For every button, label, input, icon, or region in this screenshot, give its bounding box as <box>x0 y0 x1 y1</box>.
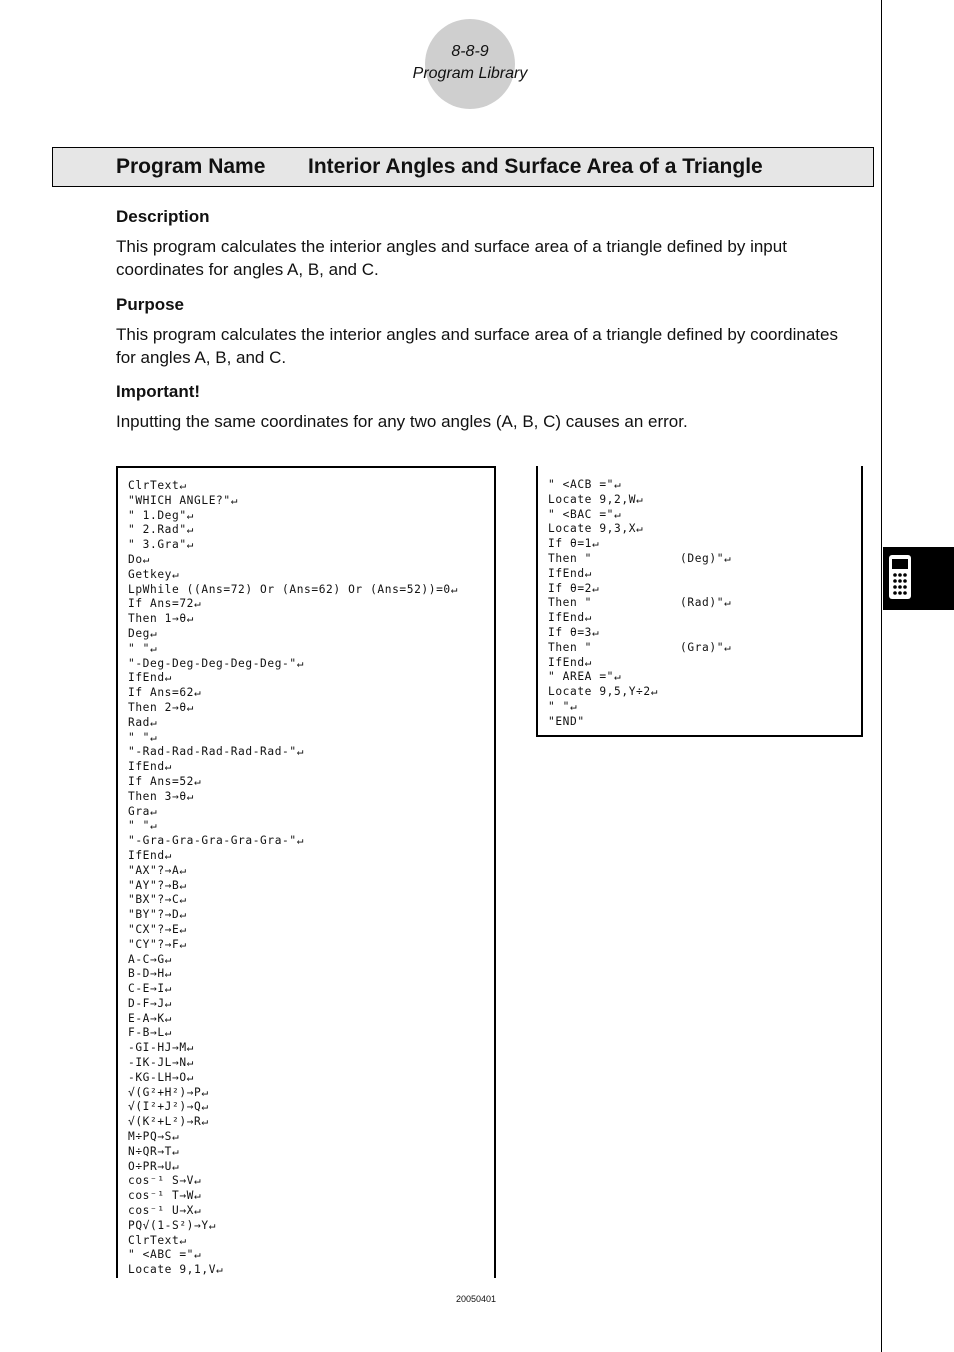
code-line: B-D→H↵ <box>128 967 173 981</box>
code-line: "-Rad-Rad-Rad-Rad-Rad-"↵ <box>128 745 305 759</box>
important-heading: Important! <box>116 382 201 401</box>
code-line: IfEnd↵ <box>128 760 173 774</box>
code-line: ClrText↵ <box>128 1233 187 1247</box>
code-line: Locate 9,1,V↵ <box>128 1263 224 1277</box>
code-line: "BY"?→D↵ <box>128 908 187 922</box>
purpose-text: This program calculates the interior angles and surface area of a triangle defined by coordinates for angles A, B, and C. <box>116 325 838 367</box>
code-line: PQ√(1-S²)→Y↵ <box>128 1218 217 1232</box>
description-text: This program calculates the interior angles and surface area of a triangle defined by input coordinates for angles A, B, and C. <box>116 237 787 279</box>
code-line: Gra↵ <box>128 804 158 818</box>
code-line: Getkey↵ <box>128 567 180 581</box>
code-line: If Ans=72↵ <box>128 597 202 611</box>
code-line: " "↵ <box>128 819 158 833</box>
code-line: If Ans=62↵ <box>128 686 202 700</box>
code-line: E-A→K↵ <box>128 1011 173 1025</box>
code-line: Deg↵ <box>128 626 158 640</box>
code-line: " "↵ <box>128 641 158 655</box>
page-number: 8-8-9 <box>451 43 489 60</box>
code-line: D-F→J↵ <box>128 996 173 1010</box>
description-heading: Description <box>116 207 210 226</box>
code-line: cos⁻¹ T→W↵ <box>128 1189 202 1203</box>
code-line: " 1.Deg"↵ <box>128 508 195 522</box>
code-line: cos⁻¹ S→V↵ <box>128 1174 202 1188</box>
code-listing <box>128 479 458 1278</box>
footer-code: 20050401 <box>455 1294 497 1304</box>
code-line: -KG-LH→O↵ <box>128 1070 195 1084</box>
purpose-heading: Purpose <box>116 295 185 314</box>
code-line: Then 3→θ↵ <box>128 789 195 803</box>
code-line: Locate 9,3,X↵ <box>548 522 644 536</box>
code-line: "AY"?→B↵ <box>128 878 187 892</box>
program-name-label: Program Name <box>116 155 266 178</box>
code-line: Then 1→θ↵ <box>128 612 195 626</box>
code-line: "-Deg-Deg-Deg-Deg-Deg-"↵ <box>128 656 305 670</box>
code-line: "END" <box>548 714 585 728</box>
code-line: IfEnd↵ <box>548 611 593 625</box>
code-line: If θ=2↵ <box>548 581 600 595</box>
code-line: "CY"?→F↵ <box>128 937 187 951</box>
program-title-bar <box>52 147 874 187</box>
code-line: Then " (Gra)"↵ <box>548 640 732 654</box>
code-line: √(I²+J²)→Q↵ <box>128 1100 209 1114</box>
code-line: "BX"?→C↵ <box>128 893 187 907</box>
code-line: Do↵ <box>128 552 151 566</box>
code-line: Rad↵ <box>128 715 158 729</box>
code-line: Locate 9,2,W↵ <box>548 492 644 506</box>
program-code-right-column <box>536 466 863 737</box>
code-line: LpWhile ((Ans=72) Or (Ans=62) Or (Ans=52))=0↵ <box>128 582 459 596</box>
code-line: If Ans=52↵ <box>128 774 202 788</box>
code-line: Locate 9,5,Y÷2↵ <box>548 685 659 699</box>
code-line: " <ACB ="↵ <box>548 478 622 491</box>
code-listing <box>548 478 731 730</box>
code-line: " 3.Gra"↵ <box>128 538 195 552</box>
code-line: Then " (Rad)"↵ <box>548 596 732 610</box>
code-line: IfEnd↵ <box>128 848 173 862</box>
code-line: Then " (Deg)"↵ <box>548 551 732 565</box>
code-line: O÷PR→U↵ <box>128 1159 180 1173</box>
important-text: Inputting the same coordinates for any two angles (A, B, C) causes an error. <box>116 412 688 431</box>
code-line: IfEnd↵ <box>548 566 593 580</box>
program-name: Interior Angles and Surface Area of a Triangle <box>308 155 763 178</box>
code-line: If θ=1↵ <box>548 537 600 551</box>
code-line: -GI-HJ→M↵ <box>128 1041 195 1055</box>
code-line: "CX"?→E↵ <box>128 922 187 936</box>
code-line: A-C→G↵ <box>128 952 173 966</box>
code-line: "WHICH ANGLE?"↵ <box>128 493 239 507</box>
code-line: If θ=3↵ <box>548 625 600 639</box>
page-edge-rule <box>881 0 882 1352</box>
code-line: " <BAC ="↵ <box>548 507 622 521</box>
code-line: cos⁻¹ U→X↵ <box>128 1204 202 1218</box>
code-line: ClrText↵ <box>128 479 187 492</box>
code-line: √(K²+L²)→R↵ <box>128 1115 209 1129</box>
code-line: IfEnd↵ <box>548 655 593 669</box>
code-line: "-Gra-Gra-Gra-Gra-Gra-"↵ <box>128 834 305 848</box>
code-line: C-E→I↵ <box>128 982 173 996</box>
calculator-icon <box>888 554 912 600</box>
code-line: F-B→L↵ <box>128 1026 173 1040</box>
code-line: N÷QR→T↵ <box>128 1144 180 1158</box>
code-line: " AREA ="↵ <box>548 670 622 684</box>
program-code-left-column <box>116 466 496 1278</box>
section-name: Program Library <box>412 65 528 82</box>
code-line: " "↵ <box>548 699 578 713</box>
code-line: " 2.Rad"↵ <box>128 523 195 537</box>
code-line: " "↵ <box>128 730 158 744</box>
code-line: √(G²+H²)→P↵ <box>128 1085 209 1099</box>
code-line: IfEnd↵ <box>128 671 173 685</box>
chapter-side-tab <box>883 547 954 610</box>
code-line: -IK-JL→N↵ <box>128 1056 195 1070</box>
code-line: Then 2→θ↵ <box>128 700 195 714</box>
code-line: "AX"?→A↵ <box>128 863 187 877</box>
code-line: M÷PQ→S↵ <box>128 1130 180 1144</box>
code-line: " <ABC ="↵ <box>128 1248 202 1262</box>
